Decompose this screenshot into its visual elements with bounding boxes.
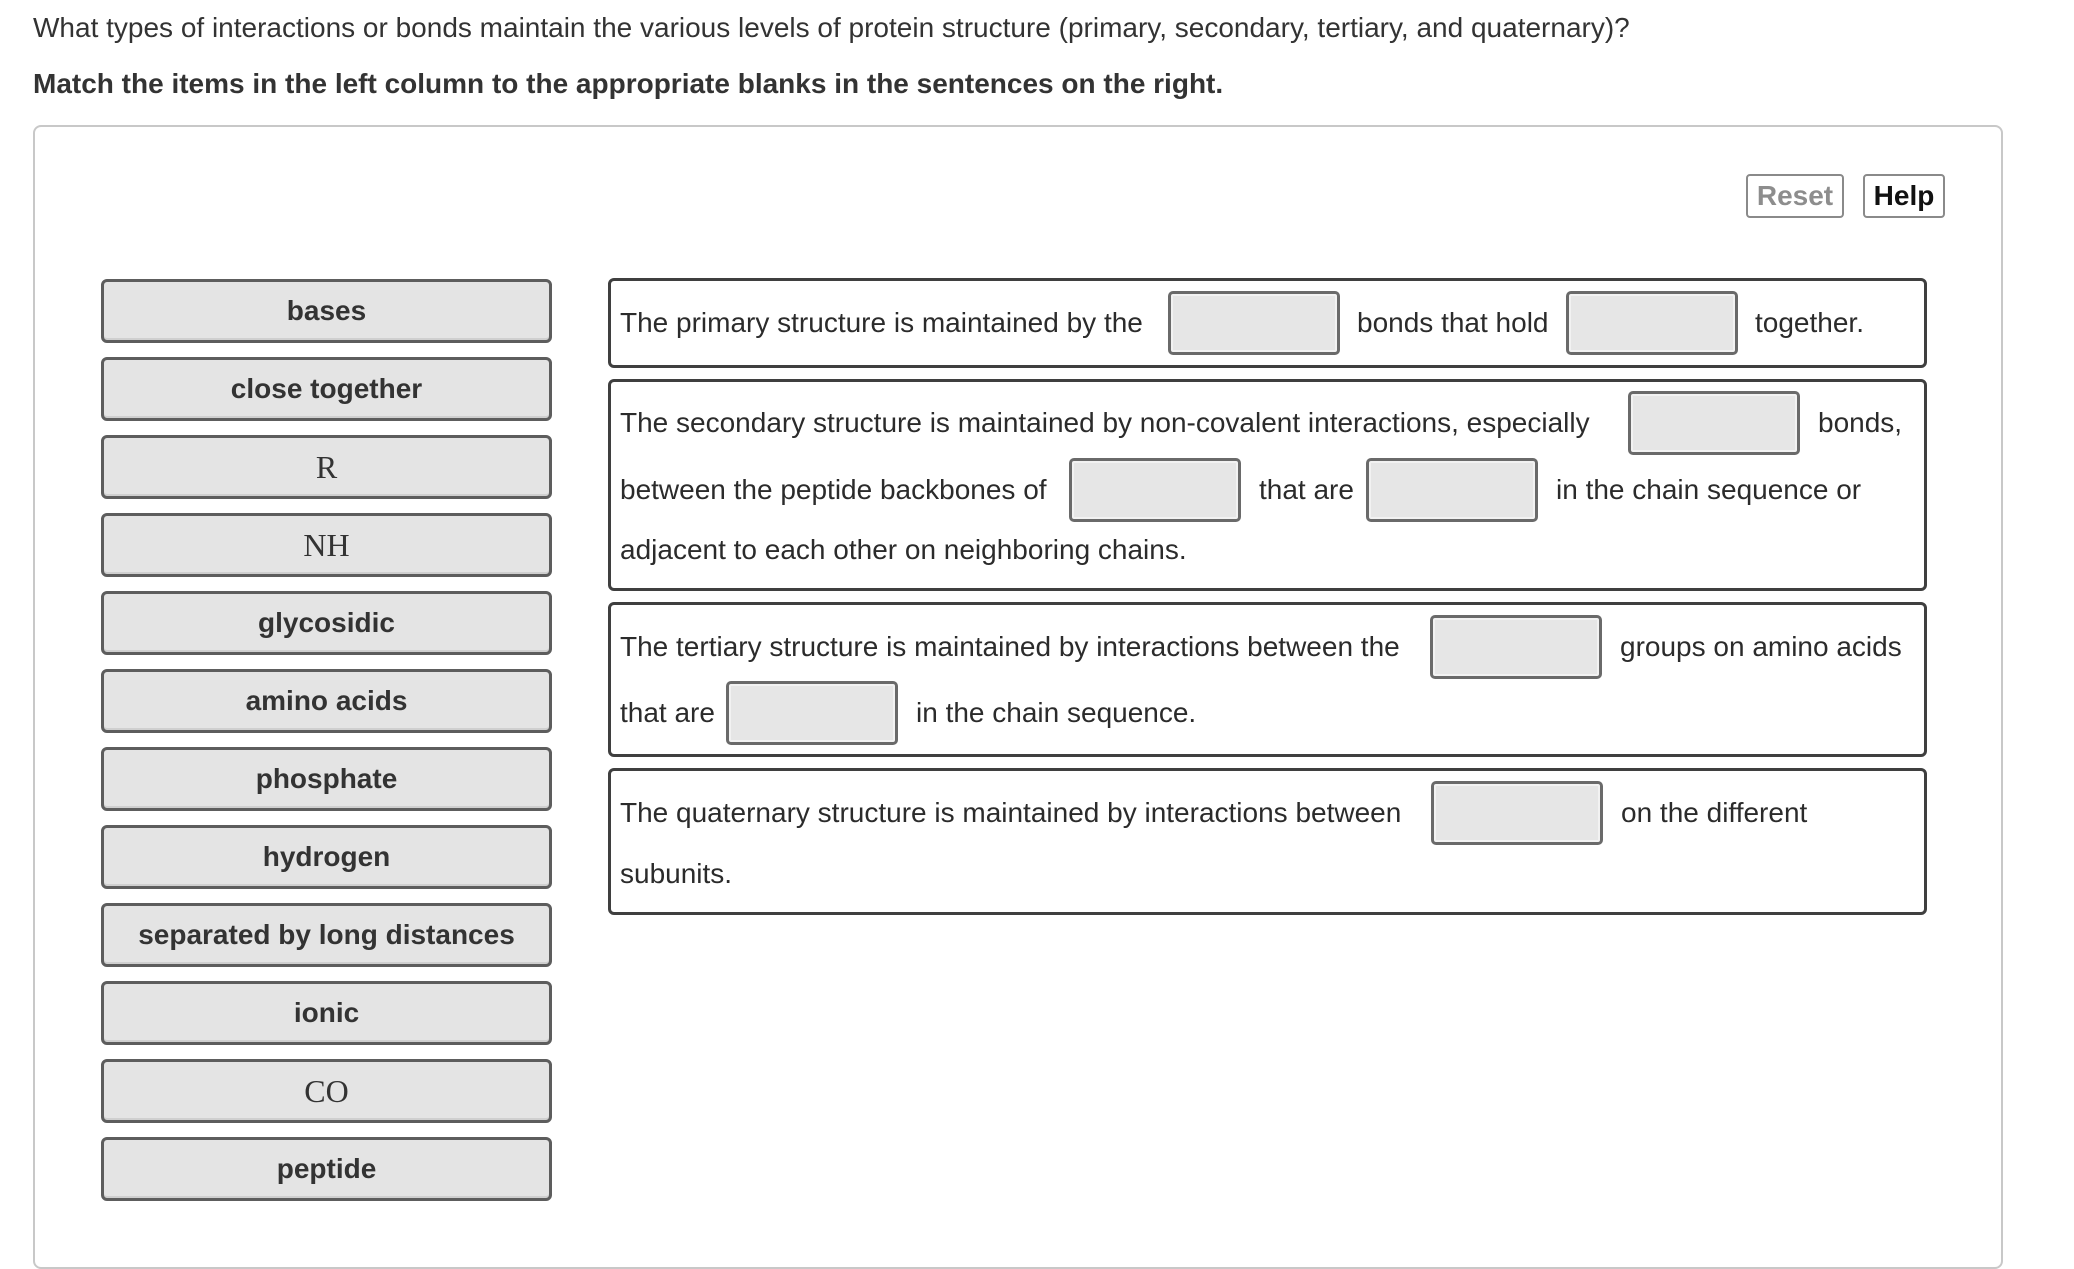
sentence-tertiary-text-4: in the chain sequence.	[916, 697, 1197, 728]
help-button[interactable]: Help	[1863, 174, 1945, 218]
answer-chip-ionic[interactable]: ionic	[101, 981, 552, 1045]
answer-chip-glycosidic[interactable]: glycosidic	[101, 591, 552, 655]
question-text: What types of interactions or bonds maintain the various levels of protein structure (primary, secondary, tertiary, and quaternary)?	[33, 12, 1630, 43]
answer-chip-bases[interactable]: bases	[101, 279, 552, 343]
answer-chip-nh[interactable]: NH	[101, 513, 552, 577]
sentence-secondary-text-5: in the chain sequence or	[1556, 474, 1862, 505]
sentence-secondary-text-1: The secondary structure is maintained by non-covalent interactions, especially	[620, 407, 1590, 438]
answer-chip-hydrogen[interactable]: hydrogen	[101, 825, 552, 889]
sentence-quaternary-text-3: subunits.	[620, 858, 733, 889]
answer-chip-peptide[interactable]: peptide	[101, 1137, 552, 1201]
quaternary-blank-1[interactable]	[1431, 781, 1603, 845]
sentence-primary-text-1: The primary structure is maintained by the	[620, 307, 1143, 338]
answer-chip-amino-acids[interactable]: amino acids	[101, 669, 552, 733]
answer-chip-phosphate[interactable]: phosphate	[101, 747, 552, 811]
answer-chip-r[interactable]: R	[101, 435, 552, 499]
sentence-tertiary-text-3: that are	[620, 697, 715, 728]
sentence-secondary-text-4: that are	[1259, 474, 1354, 505]
sentence-secondary-text-3: between the peptide backbones of	[620, 474, 1047, 505]
tertiary-blank-2[interactable]	[726, 681, 898, 745]
secondary-blank-3[interactable]	[1366, 458, 1538, 522]
sentence-secondary-text-6: adjacent to each other on neighboring chains.	[620, 534, 1187, 565]
sentence-tertiary-text-2: groups on amino acids	[1620, 631, 1902, 662]
sentence-quaternary-text-2: on the different	[1621, 797, 1808, 828]
secondary-blank-1[interactable]	[1628, 391, 1800, 455]
answer-chip-close-together[interactable]: close together	[101, 357, 552, 421]
answer-chip-co[interactable]: CO	[101, 1059, 552, 1123]
sentence-tertiary-text-1: The tertiary structure is maintained by interactions between the	[620, 631, 1400, 662]
answer-chip-separated-by-long-distances[interactable]: separated by long distances	[101, 903, 552, 967]
primary-blank-1[interactable]	[1168, 291, 1340, 355]
sentence-primary-text-3: together.	[1755, 307, 1864, 338]
sentence-primary-text-2: bonds that hold	[1357, 307, 1549, 338]
primary-blank-2[interactable]	[1566, 291, 1738, 355]
instruction-text: Match the items in the left column to the appropriate blanks in the sentences on the right.	[33, 68, 1224, 99]
tertiary-blank-1[interactable]	[1430, 615, 1602, 679]
sentence-quaternary-text-1: The quaternary structure is maintained by interactions between	[620, 797, 1402, 828]
reset-button[interactable]: Reset	[1746, 174, 1844, 218]
secondary-blank-2[interactable]	[1069, 458, 1241, 522]
sentence-quaternary	[608, 768, 1927, 915]
sentence-secondary-text-2: bonds,	[1818, 407, 1903, 438]
